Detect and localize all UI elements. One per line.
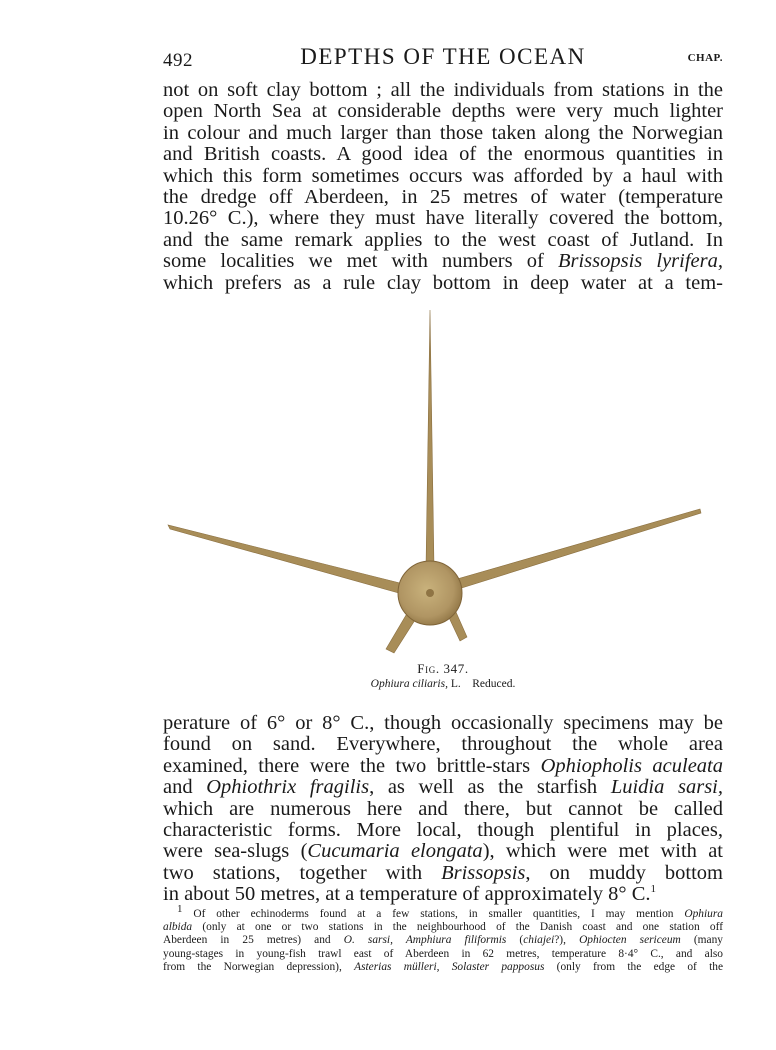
text-line: open North Sea at considerable depths were very much lighter: [163, 100, 723, 123]
text-line: [163, 777, 723, 798]
text-segment: ?),: [554, 934, 580, 947]
text-line: [163, 251, 723, 272]
footnote-marker: 1: [177, 903, 183, 916]
text-line: the dredge off Aberdeen, in 25 metres of water (temperature: [163, 186, 723, 209]
species-name: Ophiothrix fragilis: [206, 776, 370, 799]
species-name: Brissopsis lyrifera,: [557, 250, 723, 273]
text-segment: (: [506, 934, 524, 947]
text-line: in colour and much larger than those taken along the Norwegian: [163, 121, 723, 144]
text-line: [163, 841, 723, 862]
running-title: DEPTHS OF THE OCEAN: [300, 44, 586, 69]
text-segment: two stations, together with: [163, 861, 442, 884]
arm-right: [450, 509, 701, 591]
text-segment: from the Norwegian depression),: [163, 960, 355, 973]
caption-note: Reduced.: [472, 678, 516, 690]
text-line: [163, 863, 723, 884]
footnote-line: [163, 934, 723, 947]
text-segment: Of other echinoderms found at a few stations, in smaller quantities, I may mention: [182, 908, 685, 920]
species-name: albida: [163, 921, 193, 934]
species-name: Ophiocten sericeum: [579, 934, 681, 947]
text-line: 10.26° C.), where they must have literally covered the bottom,: [163, 207, 723, 230]
text-line: not on soft clay bottom ; all the individuals from stations in the: [163, 79, 723, 101]
species-name: Ophiopholis aculeata: [540, 754, 723, 777]
text-segment: were sea-slugs (: [163, 840, 308, 863]
species-name: Luidia sarsi,: [610, 776, 724, 799]
chapter-label: CHAP.: [687, 52, 723, 64]
species-name: Ophiura: [684, 908, 723, 920]
text-line: [163, 756, 723, 777]
footnote-line: [163, 961, 723, 974]
species-name: O. sarsi, Amphiura filiformis: [343, 934, 507, 947]
text-segment: Aberdeen in 25 metres) and: [163, 934, 344, 947]
species-name: chiajei: [523, 934, 555, 947]
text-segment: (only at one or two stations in the neighbourhood of the Danish coast and one station off: [192, 921, 723, 934]
figure-caption: [163, 678, 723, 690]
text-line: found on sand. Everywhere, throughout the whole area: [163, 733, 723, 756]
footnote-line: [163, 903, 723, 921]
text-line: [163, 884, 723, 905]
text-segment: examined, there were the two brittle-stars: [163, 754, 541, 777]
text-segment: some localities we met with numbers of: [163, 250, 558, 273]
footnote-reference: 1: [650, 883, 657, 896]
text-segment: and: [163, 776, 207, 799]
text-segment: in about 50 metres, at a temperature of approximately 8° C.: [163, 883, 651, 906]
text-segment: (only from the edge of the: [544, 960, 724, 973]
text-line: which are numerous here and there, but cannot be called: [163, 797, 723, 820]
footnote-line: young-stages in young-fish trawl east of Aberdeen in 62 metres, temperature 8·4° C., and also: [163, 947, 723, 960]
text-segment: (many: [680, 934, 723, 947]
paragraph-bottom: [163, 713, 723, 906]
text-line: which prefers as a rule clay bottom in deep water at a tem-: [163, 271, 723, 294]
text-line: which this form sometimes occurs was afforded by a haul with: [163, 164, 723, 187]
text-segment: ), which were met with at: [482, 840, 724, 863]
text-segment: , as well as the starfish: [369, 776, 611, 799]
page-number: 492: [163, 50, 193, 71]
text-line: characteristic forms. More local, though plentiful in places,: [163, 819, 723, 842]
text-segment: , on muddy bottom: [525, 861, 723, 884]
caption-species: Ophiura ciliaris,: [370, 678, 448, 690]
arm-left: [168, 525, 408, 595]
arm-top: [426, 310, 434, 567]
figure-label: Fig. 347.: [417, 661, 469, 676]
footnote-line: [163, 921, 723, 934]
page-header: [163, 42, 723, 72]
footnote: [163, 903, 724, 974]
species-name: Brissopsis: [441, 861, 526, 884]
paragraph-top: [163, 80, 723, 294]
text-line: and the same remark applies to the west coast of Jutland. In: [163, 228, 723, 251]
species-name: Asterias mülleri, Solaster papposus: [354, 960, 545, 973]
species-name: Cucumaria elongata: [307, 840, 483, 863]
caption-authority: L.: [447, 678, 461, 690]
text-line: perature of 6° or 8° C., though occasionally specimens may be: [163, 712, 723, 734]
text-line: and British coasts. A good idea of the enormous quantities in: [163, 143, 723, 166]
brittle-star-illustration: [160, 305, 720, 660]
